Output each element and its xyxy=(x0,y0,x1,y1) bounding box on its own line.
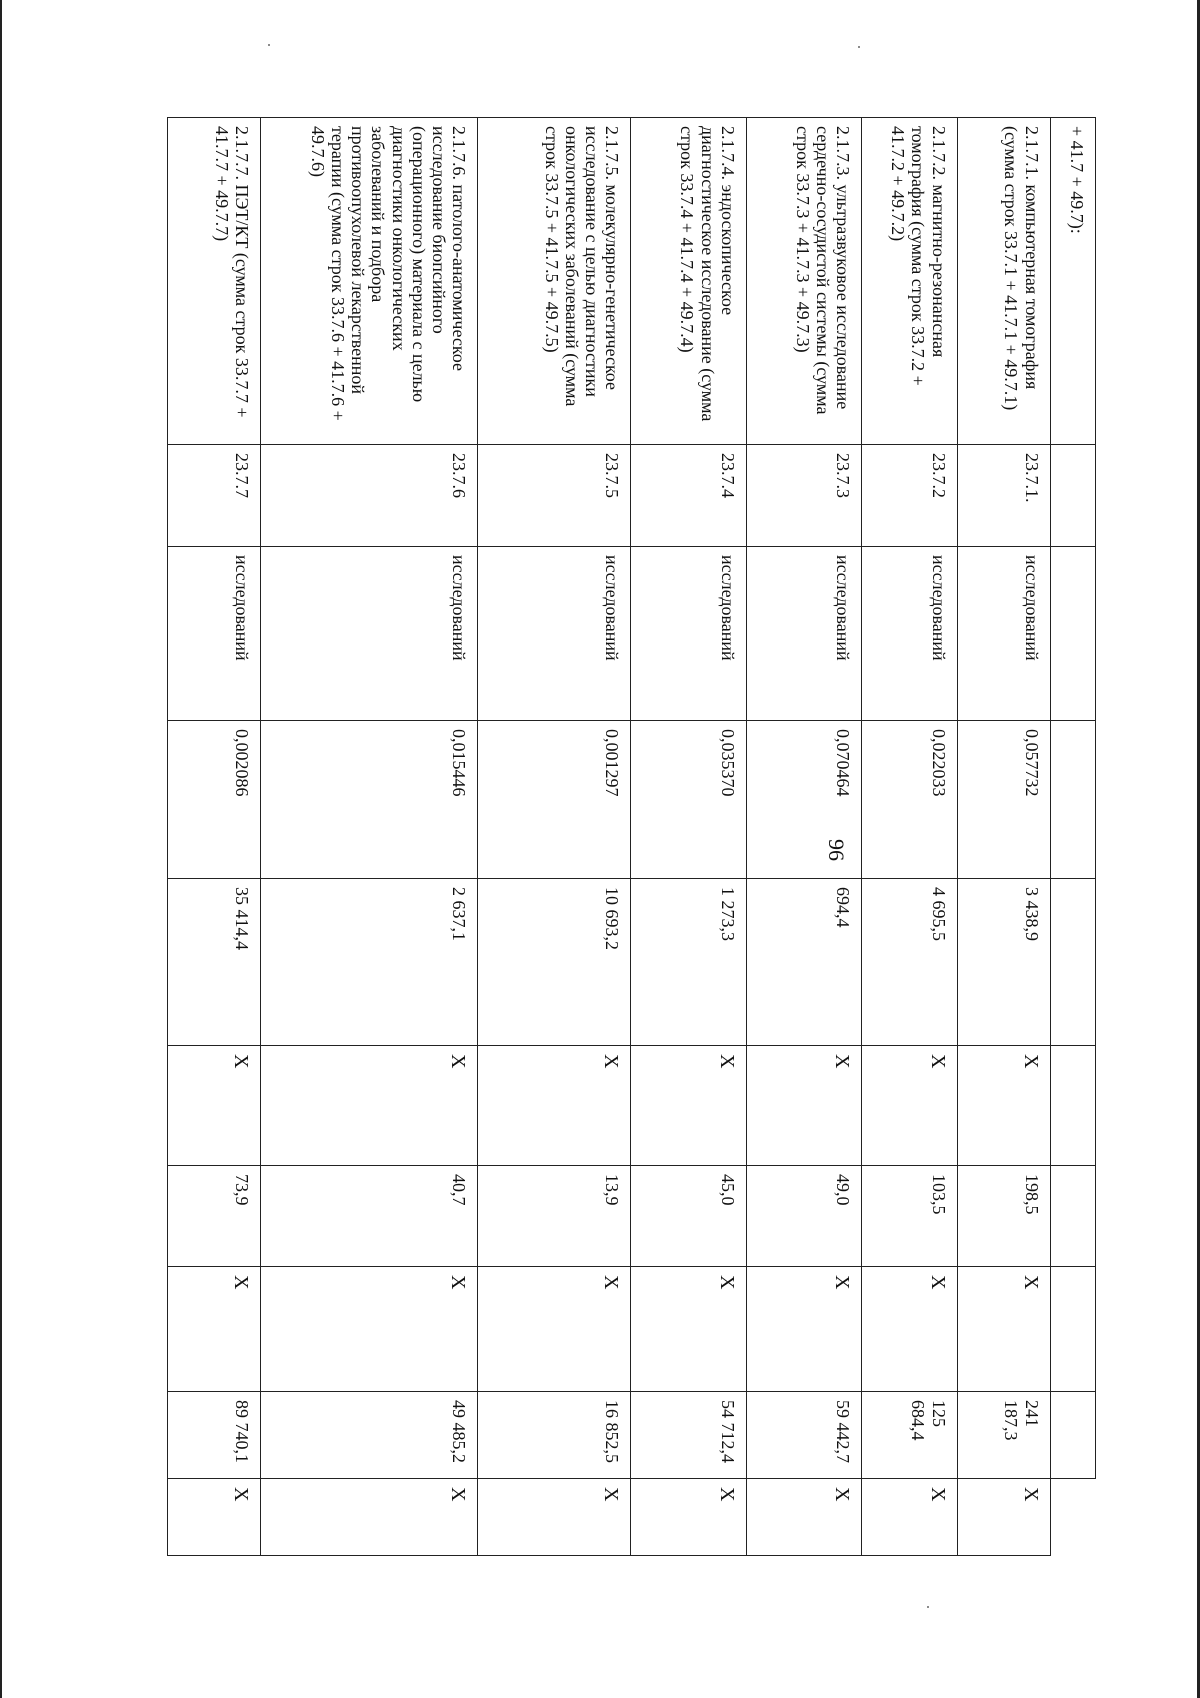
row-x-cell: X xyxy=(478,1267,631,1392)
empty-cell xyxy=(1050,547,1095,721)
scan-edge-left xyxy=(0,0,2,1698)
row-x-cell: X xyxy=(957,1046,1050,1166)
row-unit-cell: исследований xyxy=(957,547,1050,721)
table-row xyxy=(957,118,1050,1556)
row-unit-cell: исследований xyxy=(746,547,862,721)
row-line-number-cell: 23.7.2 xyxy=(862,445,957,547)
empty-cell xyxy=(1050,1046,1095,1166)
row-unit-cell: исследований xyxy=(261,547,478,721)
row-line-number-cell: 23.7.5 xyxy=(478,445,631,547)
row-norm-cell: 0,015446 xyxy=(261,721,478,879)
row-value-cell: 13,9 xyxy=(478,1166,631,1267)
empty-cell xyxy=(1050,1166,1095,1267)
empty-cell xyxy=(1050,879,1095,1046)
row-cost-cell: 3 438,9 xyxy=(957,879,1050,1046)
row-norm-cell: 0,070464 xyxy=(746,721,862,879)
table-row xyxy=(631,118,747,1556)
row-amount-cell: 89 740,1 xyxy=(168,1392,261,1479)
row-amount-cell: 241 187,3 xyxy=(957,1392,1050,1479)
row-name-cell: 2.1.7.5. молекулярно-генетическое исследование с целью диагностики онкологических заболеваний (сумма строк 33.7.5 + 41.7.5 + 49.7.5) xyxy=(478,118,631,445)
row-amount-cell: 54 712,4 xyxy=(631,1392,747,1479)
row-norm-cell: 0,002086 xyxy=(168,721,261,879)
row-x-cell: X xyxy=(862,1267,957,1392)
row-norm-cell: 0,057732 xyxy=(957,721,1050,879)
row-line-number-cell: 23.7.6 xyxy=(261,445,478,547)
row-x-cell: X xyxy=(862,1479,957,1556)
row-x-cell: X xyxy=(746,1046,862,1166)
row-x-cell: X xyxy=(168,1479,261,1556)
row-x-cell: X xyxy=(168,1267,261,1392)
row-name-cell: 2.1.7.3. ультразвуковое исследование сердечно-сосудистой системы (сумма строк 33.7.3 + 41.7.3 + 49.7.3) xyxy=(746,118,862,445)
row-amount-cell: 125 684,4 xyxy=(862,1392,957,1479)
row-amount-cell: 16 852,5 xyxy=(478,1392,631,1479)
row-name-cell: 2.1.7.2. магнитно-резонансная томография (сумма строк 33.7.2 + 41.7.2 + 49.7.2) xyxy=(862,118,957,445)
table-row-continuation xyxy=(1050,118,1095,1556)
row-line-number-cell: 23.7.4 xyxy=(631,445,747,547)
data-table xyxy=(167,117,1096,1556)
row-norm-cell: 0,022033 xyxy=(862,721,957,879)
row-x-cell: X xyxy=(957,1479,1050,1556)
row-cost-cell: 1 273,3 xyxy=(631,879,747,1046)
table-row xyxy=(746,118,862,1556)
row-x-cell: X xyxy=(631,1479,747,1556)
row-x-cell: X xyxy=(631,1267,747,1392)
row-x-cell: X xyxy=(261,1046,478,1166)
row-x-cell: X xyxy=(957,1267,1050,1392)
row-x-cell: X xyxy=(261,1267,478,1392)
row-unit-cell: исследований xyxy=(168,547,261,721)
page-number: 96 xyxy=(824,839,849,861)
row-value-cell: 40,7 xyxy=(261,1166,478,1267)
row-value-cell: 198,5 xyxy=(957,1166,1050,1267)
row-x-cell: X xyxy=(631,1046,747,1166)
table-row xyxy=(261,118,478,1556)
row-value-cell: 49,0 xyxy=(746,1166,862,1267)
rotated-table-wrapper xyxy=(167,117,1096,1556)
row-unit-cell: исследований xyxy=(631,547,747,721)
row-x-cell: X xyxy=(478,1046,631,1166)
row-x-cell: X xyxy=(862,1046,957,1166)
empty-cell xyxy=(1050,1267,1095,1392)
table-body xyxy=(168,118,1096,1556)
empty-cell xyxy=(1050,1392,1095,1479)
row-x-cell: X xyxy=(261,1479,478,1556)
row-amount-cell: 49 485,2 xyxy=(261,1392,478,1479)
row-value-cell: 45,0 xyxy=(631,1166,747,1267)
row-amount-cell: 59 442,7 xyxy=(746,1392,862,1479)
row-cost-cell: 4 695,5 xyxy=(862,879,957,1046)
row-name-cell: 2.1.7.4. эндоскопическое диагностическое исследование (сумма строк 33.7.4 + 41.7.4 + 49.7.4) xyxy=(631,118,747,445)
row-unit-cell: исследований xyxy=(862,547,957,721)
table-row xyxy=(478,118,631,1556)
table-row xyxy=(168,118,261,1556)
row-unit-cell: исследований xyxy=(478,547,631,721)
row-value-cell: 103,5 xyxy=(862,1166,957,1267)
row-norm-cell: 0,035370 xyxy=(631,721,747,879)
scan-speck xyxy=(858,46,860,48)
table-row xyxy=(862,118,957,1556)
row-cost-cell: 2 637,1 xyxy=(261,879,478,1046)
row-line-number-cell: 23.7.7 xyxy=(168,445,261,547)
row-norm-cell: 0,001297 xyxy=(478,721,631,879)
row-cost-cell: 10 693,2 xyxy=(478,879,631,1046)
row-x-cell: X xyxy=(746,1479,862,1556)
row-name-cell: 2.1.7.6. патолого-анатомическое исследование биопсийного (операционного) материала с целью диагностики онкологических заболеваний и подбора противоопухолевой лекарственной терапии (сумма строк 33.7.6 + 41.7.6 + 49.7.6) xyxy=(261,118,478,445)
row-name-cell: 2.1.7.1. компьютерная томография (сумма строк 33.7.1 + 41.7.1 + 49.7.1) xyxy=(957,118,1050,445)
scan-speck xyxy=(268,44,270,46)
row-x-cell: X xyxy=(478,1479,631,1556)
empty-cell xyxy=(1050,445,1095,547)
row-x-cell: X xyxy=(168,1046,261,1166)
row-name-cell: 2.1.7.7. ПЭТ/КТ (сумма строк 33.7.7 + 41.7.7 + 49.7.7) xyxy=(168,118,261,445)
row-value-cell: 73,9 xyxy=(168,1166,261,1267)
scan-speck xyxy=(927,1606,929,1608)
empty-cell xyxy=(1050,721,1095,879)
row-line-number-cell: 23.7.3 xyxy=(746,445,862,547)
row-x-cell: X xyxy=(746,1267,862,1392)
continuation-cell: + 41.7 + 49.7): xyxy=(1050,118,1095,445)
row-cost-cell: 35 414,4 xyxy=(168,879,261,1046)
row-cost-cell: 694,4 xyxy=(746,879,862,1046)
row-line-number-cell: 23.7.1. xyxy=(957,445,1050,547)
